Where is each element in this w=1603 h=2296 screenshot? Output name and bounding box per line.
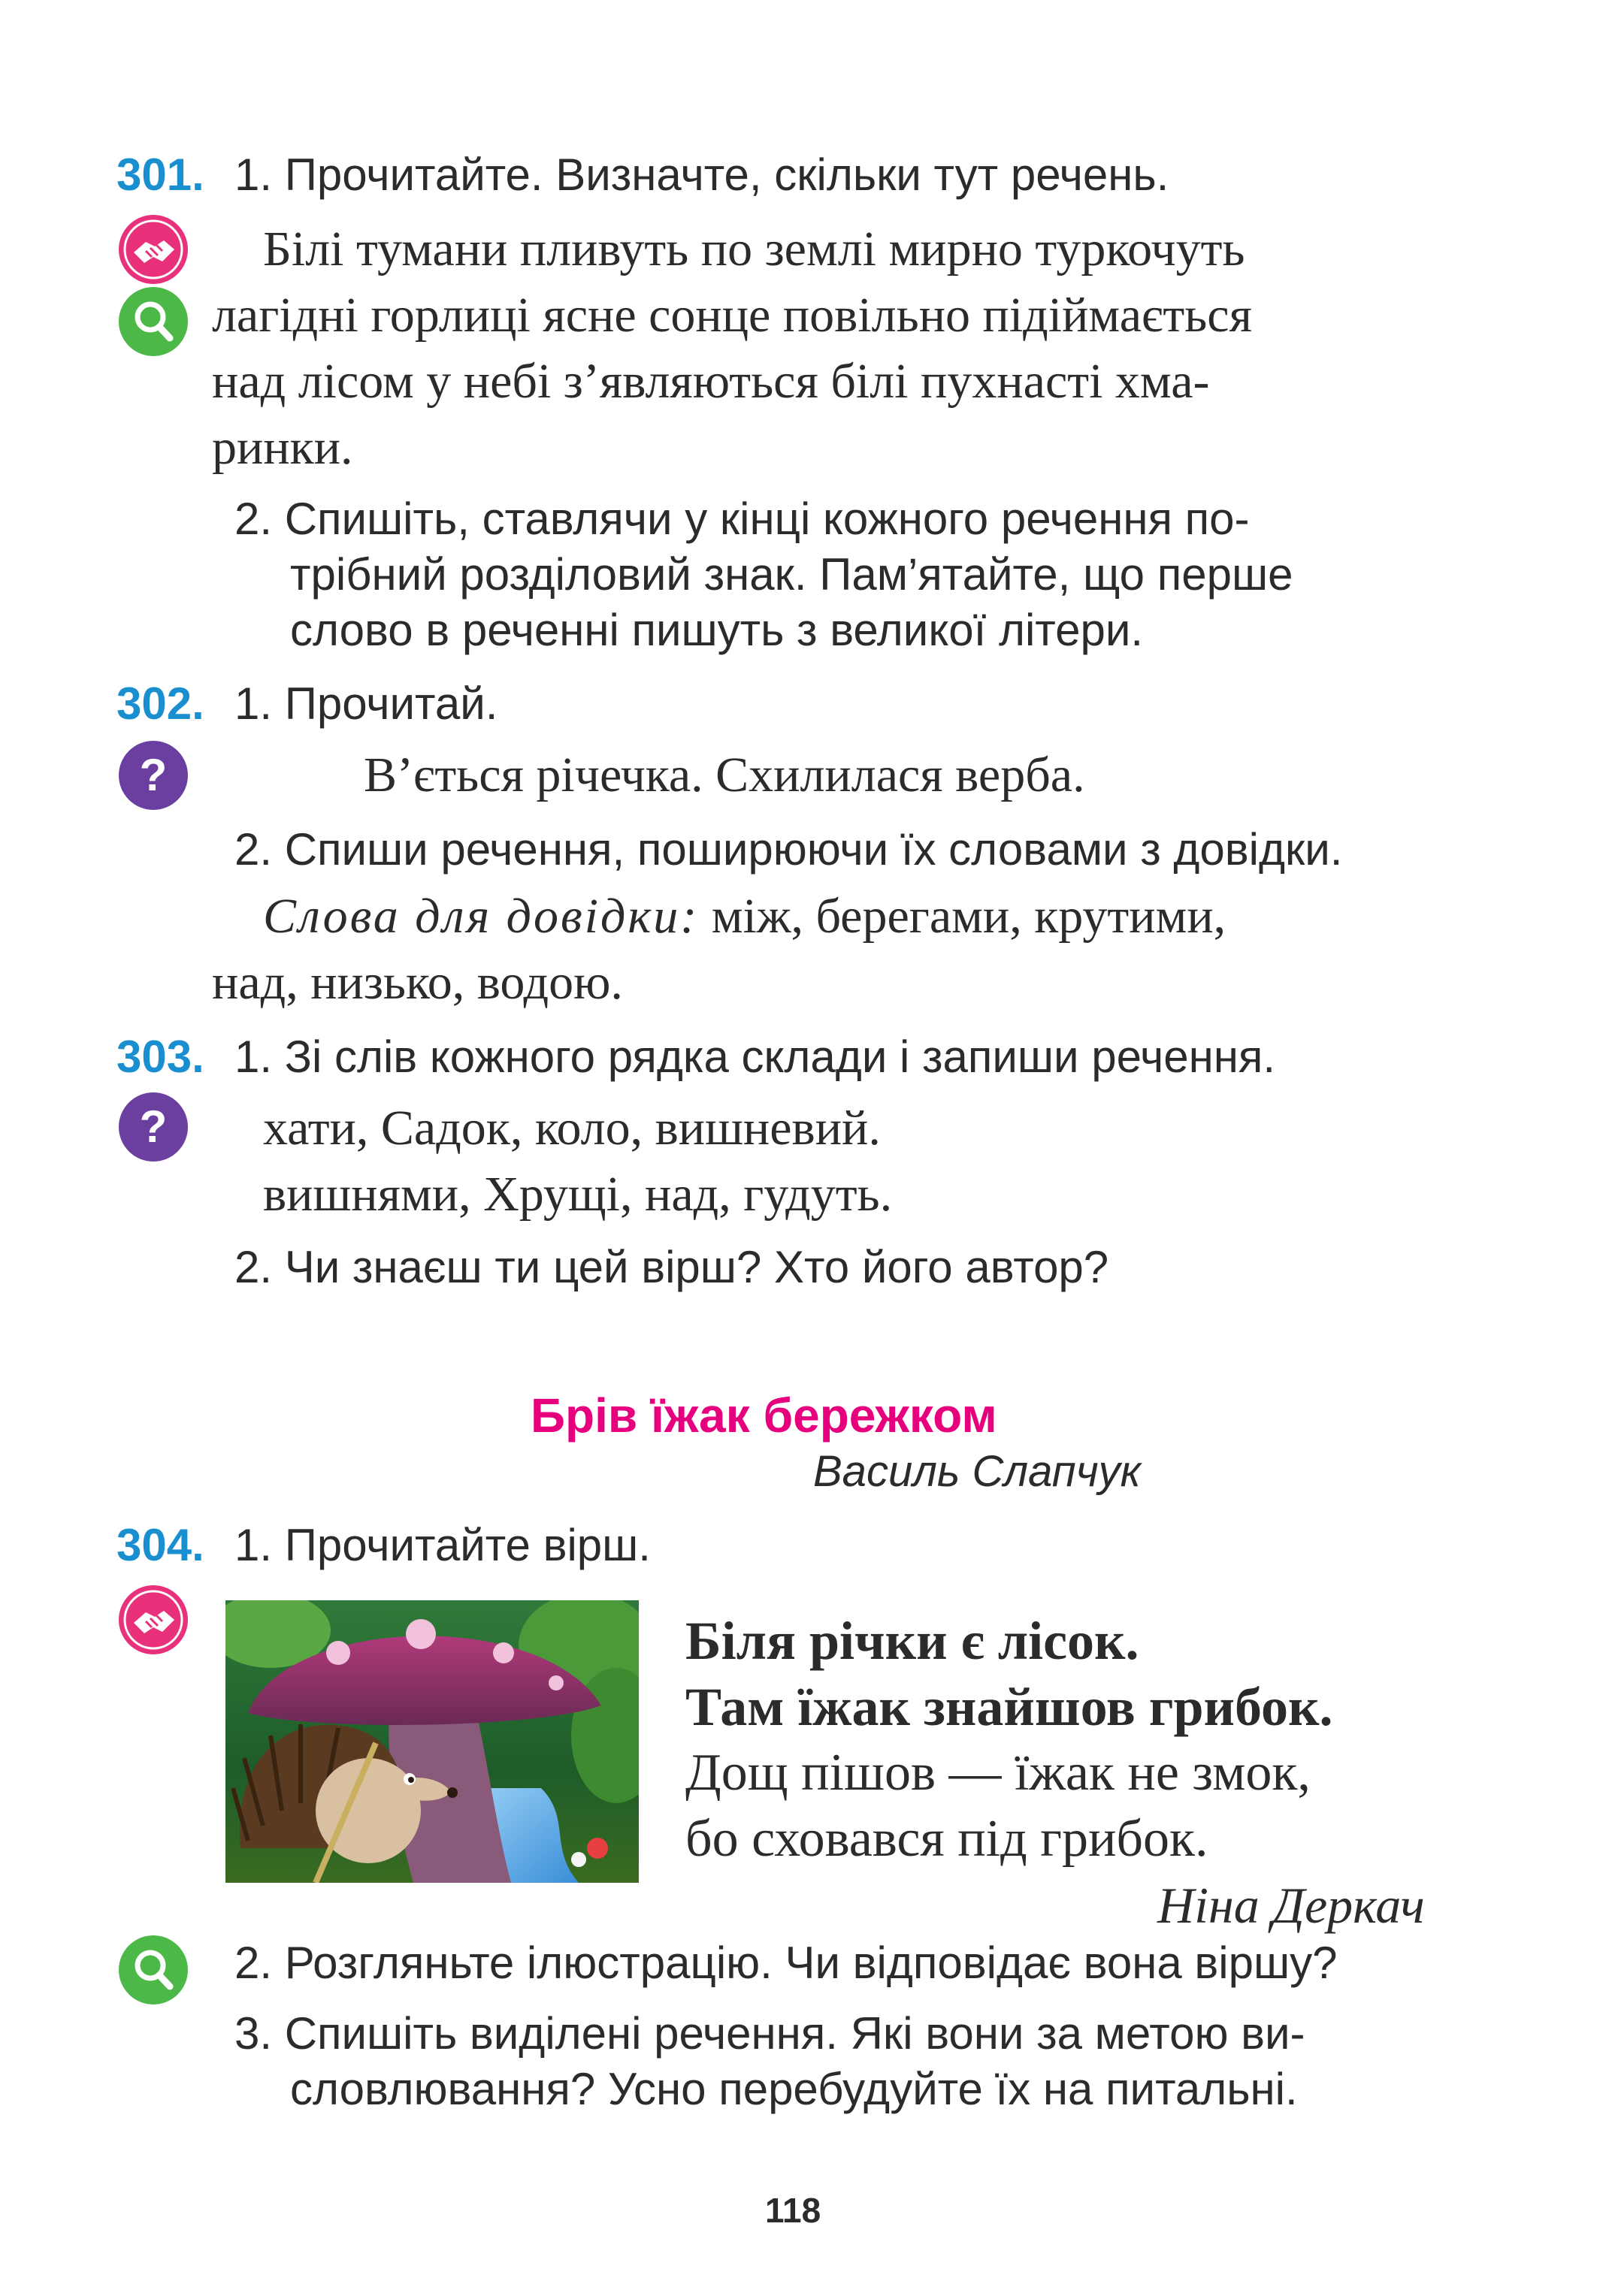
poem-author: Василь Слапчук [813,1447,1142,1496]
poem-line-bold: Біля річки є лісок. [685,1611,1139,1671]
poem-author: Ніна Деркач [1157,1877,1425,1934]
text-line: лагідні горлиці ясне сонце повільно підіймається [212,288,1252,343]
task-instruction: 2. Розгляньте ілюстрацію. Чи відповідає вона віршу? [234,1938,1338,1988]
task-instruction: 1. Зі слів кожного рядка склади і запиши речення. [234,1032,1276,1082]
svg-text:?: ? [139,750,168,800]
svg-text:?: ? [139,1101,168,1152]
task-instruction: 2. Спишіть, ставлячи у кінці кожного речення по- [234,494,1250,544]
hedgehog-illustration [225,1600,639,1883]
text-line: над лісом у небі з’являються білі пухнасті хма- [212,354,1210,409]
text-line: В’ється річечка. Схилилася верба. [364,748,1085,802]
exercise-number: 304. [116,1520,204,1570]
text-line: Білі тумани пливуть по землі мирно туркочуть [263,222,1245,276]
poem-line-bold: Там їжак знайшов грибок. [685,1677,1333,1737]
question-icon [117,1091,189,1163]
question-icon [117,739,189,811]
hint-line [263,884,1226,950]
magnifier-icon [117,285,189,358]
poem-line: бо сховався під грибок. [685,1810,1208,1868]
text-line: ринки. [212,420,353,475]
task-instruction: словлювання? Усно перебудуйте їх на питальні. [290,2064,1298,2114]
hint-words: над, низько, водою. [212,955,623,1010]
task-instruction: 2. Чи знаєш ти цей вірш? Хто його автор? [234,1242,1109,1292]
exercise-number: 303. [116,1032,204,1082]
page-number: 118 [765,2191,821,2230]
words-line: вишнями, Хрущі, над, гудуть. [263,1167,893,1222]
handshake-icon [117,1584,189,1656]
task-instruction: 1. Прочитай. [234,678,498,729]
poem-title: Брів їжак бережком [531,1388,997,1443]
task-instruction: слово в реченні пишуть з великої літери. [290,605,1144,655]
task-instruction: 2. Спиши речення, поширюючи їх словами з довідки. [234,824,1343,875]
task-instruction: 1. Прочитайте. Визначте, скільки тут речень. [234,150,1169,200]
hint-label: Слова для довідки: [263,889,700,944]
magnifier-icon [117,1934,189,2006]
task-instruction: 1. Прочитайте вірш. [234,1520,651,1570]
hint-words: між, берегами, крутими, [711,889,1226,944]
exercise-number: 301. [116,150,204,200]
words-line: хати, Садок, коло, вишневий. [263,1101,881,1156]
poem-line: Дощ пішов — їжак не змок, [685,1744,1311,1802]
task-instruction: 3. Спишіть виділені речення. Які вони за метою ви- [234,2008,1305,2059]
handshake-icon [117,213,189,285]
task-instruction: трібний розділовий знак. Пам’ятайте, що перше [290,549,1293,600]
exercise-number: 302. [116,678,204,729]
